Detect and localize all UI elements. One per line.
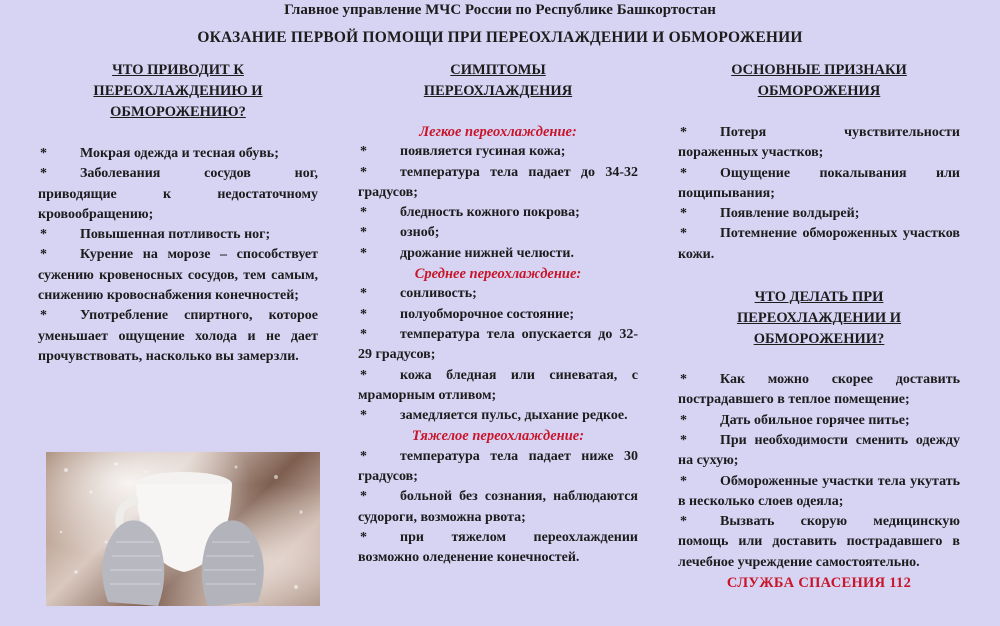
list-item bbox=[678, 472, 960, 513]
bullet-icon: * bbox=[360, 164, 367, 180]
left-heading-line: ПЕРЕОХЛАЖДЕНИЮ И bbox=[93, 83, 263, 99]
list-item bbox=[678, 224, 960, 265]
moderate-hypothermia-heading: Среднее переохлаждение: bbox=[414, 266, 582, 283]
right-column bbox=[678, 60, 960, 593]
bullet-icon: * bbox=[680, 514, 687, 530]
bullet-icon: * bbox=[680, 125, 687, 140]
list-item-text: полуобморочное состояние; bbox=[400, 306, 574, 322]
list-item-text: бледность кожного покрова; bbox=[400, 205, 580, 221]
list-item bbox=[358, 142, 638, 162]
list-item bbox=[358, 366, 638, 407]
bullet-icon: * bbox=[40, 308, 47, 324]
right-heading-line: ПЕРЕОХЛАЖДЕНИИ И bbox=[736, 310, 902, 327]
right-heading bbox=[678, 60, 960, 102]
gloved-hands-holding-cup-image bbox=[46, 452, 320, 606]
bullet-icon: * bbox=[360, 245, 367, 261]
list-item bbox=[358, 325, 638, 366]
list-item bbox=[358, 305, 638, 325]
list-item bbox=[678, 204, 960, 224]
bullet-icon: * bbox=[360, 225, 367, 241]
left-heading-line: ОБМОРОЖЕНИЮ? bbox=[110, 104, 246, 120]
bullet-icon: * bbox=[680, 412, 687, 428]
bullet-icon: * bbox=[40, 166, 47, 182]
list-item bbox=[358, 163, 638, 204]
list-item-text: Появление волдырей; bbox=[720, 206, 860, 222]
list-item-text: кожа бледная или синеватая, с мраморным отливом; bbox=[358, 367, 638, 403]
list-item bbox=[38, 245, 318, 306]
bullet-icon: * bbox=[680, 473, 687, 489]
list-item-text: озноб; bbox=[400, 225, 440, 241]
gloved-hands-holding-cup-icon bbox=[46, 452, 320, 606]
list-item-text: Повышенная потливость ног; bbox=[80, 227, 271, 243]
right-heading-line: ОСНОВНЫЕ ПРИЗНАКИ bbox=[731, 62, 907, 78]
list-item bbox=[678, 164, 960, 205]
list-item-text: температура тела падает ниже 30 градусов; bbox=[358, 448, 638, 485]
list-item bbox=[358, 244, 638, 264]
bullet-icon: * bbox=[360, 367, 367, 383]
list-item bbox=[678, 123, 960, 164]
list-item bbox=[678, 411, 960, 431]
list-item-text: Вызвать скорую медицинскую помощь или доставить пострадавшего в лечебное учреждение самостоятельно. bbox=[678, 514, 960, 570]
bullet-icon: * bbox=[680, 165, 687, 181]
bullet-icon: * bbox=[360, 286, 367, 302]
list-item-text: температура тела падает до 34-32 градусов; bbox=[358, 164, 638, 200]
middle-heading-line: ПЕРЕОХЛАЖДЕНИЯ bbox=[423, 83, 573, 99]
list-item-text: Употребление спиртного, которое уменьшает ощущение холода и не дает прочувствовать, насколько вы замерзли. bbox=[38, 308, 318, 364]
list-item-text: Как можно скорее доставить пострадавшего в теплое помещение; bbox=[678, 372, 960, 408]
right-heading-line: ОБМОРОЖЕНИЯ bbox=[757, 83, 881, 99]
mild-hypothermia-heading: Легкое переохлаждение: bbox=[419, 124, 577, 140]
list-item bbox=[358, 447, 638, 488]
list-item-text: при тяжелом переохлаждении возможно оледенение конечностей. bbox=[358, 529, 638, 566]
list-item-text: замедляется пульс, дыхание редкое. bbox=[400, 408, 628, 424]
list-item-text: дрожание нижней челюсти. bbox=[400, 245, 574, 261]
bullet-icon: * bbox=[360, 408, 367, 424]
list-item bbox=[358, 528, 638, 569]
list-item-text: Потеря чувствительности пораженных участков; bbox=[678, 125, 960, 161]
list-item-text: Ощущение покалывания или пощипывания; bbox=[678, 165, 960, 201]
organization-title: Главное управление МЧС России по Республике Башкортостан bbox=[284, 2, 716, 18]
bullet-icon: * bbox=[40, 146, 47, 161]
bullet-icon: * bbox=[40, 247, 47, 263]
right-heading-line: ЧТО ДЕЛАТЬ ПРИ bbox=[754, 289, 884, 306]
list-item-text: Дать обильное горячее питье; bbox=[720, 412, 910, 428]
list-item-text: сонливость; bbox=[400, 286, 477, 302]
rescue-service-number: СЛУЖБА СПАСЕНИЯ 112 bbox=[726, 575, 912, 592]
left-heading bbox=[38, 60, 318, 123]
list-item-text: При необходимости сменить одежду на сухую; bbox=[678, 432, 960, 469]
list-item bbox=[358, 223, 638, 243]
list-item-text: Обмороженные участки тела укутать в несколько слоев одеяла; bbox=[678, 473, 960, 509]
bullet-icon: * bbox=[680, 372, 687, 388]
left-column bbox=[38, 60, 318, 367]
list-item-text: Потемнение обмороженных участков кожи. bbox=[678, 226, 960, 262]
list-item bbox=[358, 406, 638, 426]
list-item bbox=[358, 203, 638, 223]
bullet-icon: * bbox=[360, 306, 367, 322]
bullet-icon: * bbox=[680, 432, 687, 448]
right-heading-what-to-do bbox=[678, 287, 960, 350]
list-item bbox=[38, 144, 318, 164]
bullet-icon: * bbox=[680, 206, 687, 222]
list-item bbox=[678, 512, 960, 573]
bullet-icon: * bbox=[360, 529, 367, 545]
right-heading-line: ОБМОРОЖЕНИИ? bbox=[753, 331, 885, 348]
bullet-icon: * bbox=[360, 205, 367, 221]
bullet-icon: * bbox=[360, 448, 367, 464]
list-item bbox=[678, 431, 960, 472]
list-item-text: температура тела опускается до 32-29 градусов; bbox=[358, 326, 638, 363]
middle-heading bbox=[358, 60, 638, 102]
middle-heading-line: СИМПТОМЫ bbox=[450, 62, 546, 78]
middle-column bbox=[358, 60, 638, 569]
list-item bbox=[678, 370, 960, 411]
list-item-text: появляется гусиная кожа; bbox=[400, 144, 566, 160]
left-heading-line: ЧТО ПРИВОДИТ К bbox=[112, 62, 244, 78]
bullet-icon: * bbox=[360, 326, 367, 342]
list-item bbox=[38, 225, 318, 245]
bullet-icon: * bbox=[40, 227, 47, 243]
list-item bbox=[38, 164, 318, 225]
bullet-icon: * bbox=[360, 144, 367, 160]
list-item bbox=[38, 306, 318, 367]
bullet-icon: * bbox=[680, 226, 687, 242]
severe-hypothermia-heading: Тяжелое переохлаждение: bbox=[411, 428, 585, 445]
list-item bbox=[358, 487, 638, 528]
list-item-text: Курение на морозе – способствует сужению кровеносных сосудов, тем самым, снижению кровоснабжения конечностей; bbox=[38, 247, 318, 304]
bullet-icon: * bbox=[360, 489, 367, 505]
list-item-text: Заболевания сосудов ног, приводящие к недостаточному кровообращению; bbox=[38, 166, 318, 222]
list-item-text: Мокрая одежда и тесная обувь; bbox=[80, 146, 279, 161]
page-title: ОКАЗАНИЕ ПЕРВОЙ ПОМОЩИ ПРИ ПЕРЕОХЛАЖДЕНИИ И ОБМОРОЖЕНИИ bbox=[197, 29, 803, 46]
list-item bbox=[358, 284, 638, 304]
list-item-text: больной без сознания, наблюдаются судороги, возможна рвота; bbox=[358, 489, 638, 525]
